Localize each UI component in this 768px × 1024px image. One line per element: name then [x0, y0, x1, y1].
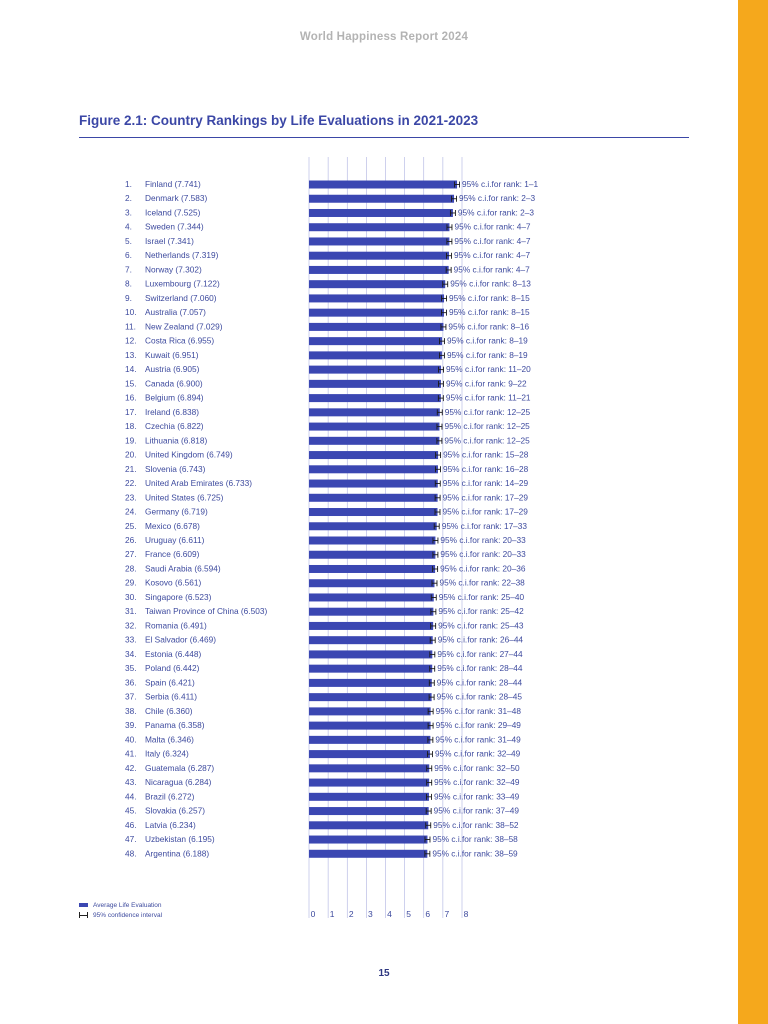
country-label: Argentina (6.188) — [145, 848, 210, 859]
country-label: Netherlands (7.319) — [145, 250, 219, 261]
ci-label: 95% c.i.for rank: 37–49 — [433, 805, 519, 816]
country-label: Guatemala (6.287) — [145, 762, 215, 773]
rank-number: 6. — [125, 250, 132, 261]
ci-label: 95% c.i.for rank: 20–36 — [440, 563, 526, 574]
bar — [309, 693, 432, 701]
bar — [309, 565, 435, 573]
ci-label: 95% c.i.for rank: 8–13 — [450, 278, 531, 289]
ci-label: 95% c.i.for rank: 8–19 — [446, 349, 528, 360]
country-label: Israel (7.341) — [145, 235, 194, 246]
legend-item-bar — [79, 900, 162, 910]
bar — [309, 522, 437, 530]
rank-number: 22. — [125, 478, 137, 489]
bar — [309, 309, 444, 317]
country-label: Romania (6.491) — [145, 620, 207, 631]
ci-label: 95% c.i.for rank: 28–44 — [437, 663, 523, 674]
bar — [309, 280, 445, 288]
country-label: United States (6.725) — [145, 492, 224, 503]
rank-number: 39. — [125, 720, 137, 731]
country-label: Sweden (7.344) — [145, 221, 204, 232]
x-tick-label: 7 — [444, 909, 450, 919]
country-label: Mexico (6.678) — [145, 520, 200, 531]
country-label: Kuwait (6.951) — [145, 349, 199, 360]
bar — [309, 394, 441, 402]
rank-number: 33. — [125, 634, 137, 645]
ci-label: 95% c.i.for rank: 20–33 — [440, 549, 526, 560]
bar — [309, 494, 438, 502]
rank-number: 9. — [125, 292, 132, 303]
rank-number: 38. — [125, 705, 137, 716]
rank-number: 21. — [125, 463, 137, 474]
country-label: Nicaragua (6.284) — [145, 777, 212, 788]
country-label: Costa Rica (6.955) — [145, 335, 215, 346]
country-label: Slovenia (6.743) — [145, 463, 206, 474]
title-divider — [79, 137, 689, 138]
rank-number: 16. — [125, 392, 137, 403]
ci-label: 95% c.i.for rank: 16–28 — [442, 463, 529, 474]
x-tick-label: 1 — [329, 909, 335, 919]
rank-number: 30. — [125, 591, 137, 602]
ci-label: 95% c.i.for rank: 32–49 — [434, 748, 521, 759]
bar — [309, 252, 449, 260]
ci-label: 95% c.i.for rank: 27–44 — [437, 648, 523, 659]
ci-label: 95% c.i.for rank: 1–1 — [462, 179, 539, 189]
bar — [309, 650, 432, 658]
ci-label: 95% c.i.for rank: 2–3 — [459, 193, 536, 204]
rank-number: 27. — [125, 549, 137, 560]
bar — [309, 850, 427, 858]
bar — [309, 779, 429, 787]
bar — [309, 294, 444, 302]
country-label: Chile (6.360) — [145, 705, 193, 716]
rank-number: 45. — [125, 805, 137, 816]
bar — [309, 408, 440, 416]
ci-label: 95% c.i.for rank: 4–7 — [453, 250, 531, 261]
bar — [309, 537, 435, 545]
ci-label: 95% c.i.for rank: 15–28 — [443, 449, 529, 460]
ci-label: 95% c.i.for rank: 8–16 — [448, 321, 530, 332]
ci-label: 95% c.i.for rank: 20–33 — [440, 535, 526, 545]
x-tick-label: 5 — [406, 909, 411, 919]
rank-number: 32. — [125, 620, 137, 631]
bar — [309, 593, 434, 601]
rank-number: 8. — [125, 278, 132, 289]
country-label: Malta (6.346) — [145, 734, 194, 745]
country-label: Lithuania (6.818) — [145, 435, 208, 446]
bar — [309, 380, 441, 388]
ci-label: 95% c.i.for rank: 4–7 — [454, 235, 531, 246]
country-label: Norway (7.302) — [145, 264, 202, 275]
country-label: Italy (6.324) — [145, 748, 189, 759]
bar — [309, 722, 431, 730]
country-label: United Kingdom (6.749) — [145, 449, 233, 460]
country-label: Spain (6.421) — [145, 677, 195, 688]
ci-label: 95% c.i.for rank: 11–20 — [446, 364, 531, 375]
country-label: Luxembourg (7.122) — [145, 278, 220, 289]
bar — [309, 636, 433, 644]
bar — [309, 736, 430, 744]
ci-label: 95% c.i.for rank: 31–48 — [435, 705, 521, 716]
country-label: Uzbekistan (6.195) — [145, 834, 215, 845]
x-tick-label: 2 — [348, 909, 354, 919]
bar-swatch-icon — [79, 903, 88, 907]
country-label: Uruguay (6.611) — [145, 535, 205, 545]
ci-label: 95% c.i.for rank: 32–49 — [434, 777, 520, 788]
rank-number: 35. — [125, 663, 137, 674]
bar — [309, 679, 432, 687]
ci-label: 95% c.i.for rank: 9–22 — [445, 378, 527, 389]
bar — [309, 551, 435, 559]
rank-number: 36. — [125, 677, 137, 688]
country-label: Canada (6.900) — [145, 378, 203, 389]
rank-number: 4. — [125, 221, 132, 232]
ci-label: 95% c.i.for rank: 4–7 — [453, 264, 530, 275]
bar — [309, 223, 449, 231]
country-label: Panama (6.358) — [145, 720, 205, 731]
country-label: United Arab Emirates (6.733) — [145, 478, 252, 489]
bar — [309, 465, 438, 473]
country-label: Saudi Arabia (6.594) — [145, 563, 221, 574]
bar — [309, 209, 453, 217]
rank-number: 37. — [125, 691, 137, 702]
rank-number: 19. — [125, 435, 137, 446]
rank-number: 20. — [125, 449, 137, 460]
country-label: France (6.609) — [145, 549, 200, 560]
ci-label: 95% c.i.for rank: 28–44 — [436, 677, 523, 688]
rank-number: 12. — [125, 335, 137, 346]
country-label: Latvia (6.234) — [145, 819, 196, 830]
bar — [309, 793, 429, 801]
country-label: Finland (7.741) — [145, 179, 201, 189]
rank-number: 13. — [125, 349, 137, 360]
rank-number: 26. — [125, 535, 137, 545]
ci-label: 95% c.i.for rank: 38–59 — [432, 848, 518, 859]
ci-label: 95% c.i.for rank: 11–21 — [445, 392, 531, 403]
bar — [309, 764, 429, 772]
ci-label: 95% c.i.for rank: 28–45 — [436, 691, 522, 702]
bar — [309, 665, 432, 673]
ci-label: 95% c.i.for rank: 2–3 — [457, 207, 535, 218]
rank-number: 17. — [125, 406, 137, 417]
country-label: Poland (6.442) — [145, 663, 200, 674]
bar — [309, 423, 439, 431]
bar — [309, 480, 438, 488]
rank-number: 48. — [125, 848, 137, 859]
bar — [309, 437, 439, 445]
country-label: Singapore (6.523) — [145, 591, 212, 602]
ci-label: 95% c.i.for rank: 17–29 — [442, 506, 528, 517]
ci-label: 95% c.i.for rank: 8–15 — [449, 292, 530, 303]
country-label: Estonia (6.448) — [145, 648, 202, 659]
bar — [309, 323, 443, 331]
rank-number: 23. — [125, 492, 137, 503]
bar — [309, 366, 441, 374]
rank-number: 29. — [125, 577, 137, 588]
bar — [309, 237, 449, 245]
ci-label: 95% c.i.for rank: 25–42 — [438, 606, 524, 617]
rank-number: 5. — [125, 235, 132, 246]
rank-number: 47. — [125, 834, 137, 845]
rank-number: 2. — [125, 193, 132, 204]
ci-label: 95% c.i.for rank: 29–49 — [435, 720, 521, 731]
rank-number: 1. — [125, 179, 132, 189]
legend-item-ci — [79, 910, 162, 920]
bar — [309, 351, 442, 359]
rank-number: 10. — [125, 307, 137, 318]
bar — [309, 579, 434, 587]
ci-label: 95% c.i.for rank: 12–25 — [444, 421, 530, 432]
country-label: Australia (7.057) — [145, 307, 206, 318]
country-label: Brazil (6.272) — [145, 791, 195, 802]
ci-label: 95% c.i.for rank: 22–38 — [439, 577, 525, 588]
ci-label: 95% c.i.for rank: 25–40 — [438, 591, 525, 602]
x-tick-label: 8 — [463, 909, 469, 919]
bar — [309, 821, 428, 829]
rank-number: 14. — [125, 364, 137, 375]
ci-label: 95% c.i.for rank: 17–29 — [442, 492, 528, 503]
ci-label: 95% c.i.for rank: 32–50 — [434, 762, 520, 773]
rank-number: 43. — [125, 777, 137, 788]
ci-label: 95% c.i.for rank: 25–43 — [438, 620, 524, 631]
rank-number: 7. — [125, 264, 132, 275]
country-label: New Zealand (7.029) — [145, 321, 223, 332]
bar — [309, 337, 442, 345]
rank-number: 31. — [125, 606, 137, 617]
ci-label: 95% c.i.for rank: 38–52 — [433, 819, 519, 830]
rank-number: 42. — [125, 762, 137, 773]
ci-label: 95% c.i.for rank: 12–25 — [444, 435, 530, 446]
bar — [309, 451, 438, 459]
bar — [309, 266, 449, 274]
x-tick-label: 0 — [310, 909, 316, 919]
rank-number: 28. — [125, 563, 137, 574]
country-label: Slovakia (6.257) — [145, 805, 205, 816]
rank-number: 15. — [125, 378, 137, 389]
country-label: Switzerland (7.060) — [145, 292, 217, 303]
report-title: World Happiness Report 2024 — [299, 31, 469, 43]
ranking-chart — [0, 150, 700, 925]
bar — [309, 707, 431, 715]
country-label: Germany (6.719) — [145, 506, 208, 517]
page-number: 15 — [378, 968, 390, 979]
rank-number: 25. — [125, 520, 137, 531]
country-label: Czechia (6.822) — [145, 421, 204, 432]
country-label: Austria (6.905) — [145, 364, 200, 375]
country-label: Belgium (6.894) — [145, 392, 204, 403]
ci-label: 95% c.i.for rank: 17–33 — [441, 520, 528, 531]
rank-number: 3. — [125, 207, 132, 218]
figure-title: Figure 2.1: Country Rankings by Life Evaluations in 2021-2023 — [79, 113, 479, 128]
ci-label: 95% c.i.for rank: 26–44 — [437, 634, 524, 645]
x-tick-label: 3 — [368, 909, 373, 919]
ci-label: 95% c.i.for rank: 12–25 — [444, 406, 531, 417]
rank-number: 24. — [125, 506, 137, 517]
bar — [309, 195, 454, 203]
x-tick-label: 4 — [387, 909, 392, 919]
bar — [309, 608, 433, 616]
rank-number: 46. — [125, 819, 137, 830]
error-bar-icon — [79, 912, 88, 918]
rank-number: 18. — [125, 421, 137, 432]
country-label: Denmark (7.583) — [145, 193, 208, 204]
country-label: Serbia (6.411) — [145, 691, 197, 702]
ci-label: 95% c.i.for rank: 14–29 — [442, 478, 529, 489]
country-label: El Salvador (6.469) — [145, 634, 217, 645]
accent-strip — [738, 0, 768, 1024]
country-label: Kosovo (6.561) — [145, 577, 202, 588]
x-tick-label: 6 — [425, 909, 431, 919]
ci-label: 95% c.i.for rank: 33–49 — [433, 791, 520, 802]
ci-label: 95% c.i.for rank: 4–7 — [454, 221, 531, 232]
legend-bar-label: Average Life Evaluation — [93, 901, 162, 909]
country-label: Iceland (7.525) — [145, 207, 201, 218]
bar — [309, 836, 427, 844]
bar — [309, 622, 433, 630]
bar — [309, 181, 457, 189]
bar — [309, 807, 429, 815]
rank-number: 34. — [125, 648, 137, 659]
rank-number: 11. — [125, 321, 136, 332]
ci-label: 95% c.i.for rank: 8–19 — [447, 335, 528, 346]
ci-label: 95% c.i.for rank: 8–15 — [448, 307, 530, 318]
legend-ci-label: 95% confidence interval — [93, 911, 163, 919]
ci-label: 95% c.i.for rank: 38–58 — [432, 834, 518, 845]
country-label: Ireland (6.838) — [145, 406, 199, 417]
rank-number: 41. — [125, 748, 137, 759]
bar — [309, 750, 430, 758]
chart-legend — [79, 900, 162, 920]
country-label: Taiwan Province of China (6.503) — [145, 606, 268, 617]
rank-number: 44. — [125, 791, 137, 802]
bar — [309, 508, 438, 516]
ci-label: 95% c.i.for rank: 31–49 — [435, 734, 521, 745]
rank-number: 40. — [125, 734, 137, 745]
